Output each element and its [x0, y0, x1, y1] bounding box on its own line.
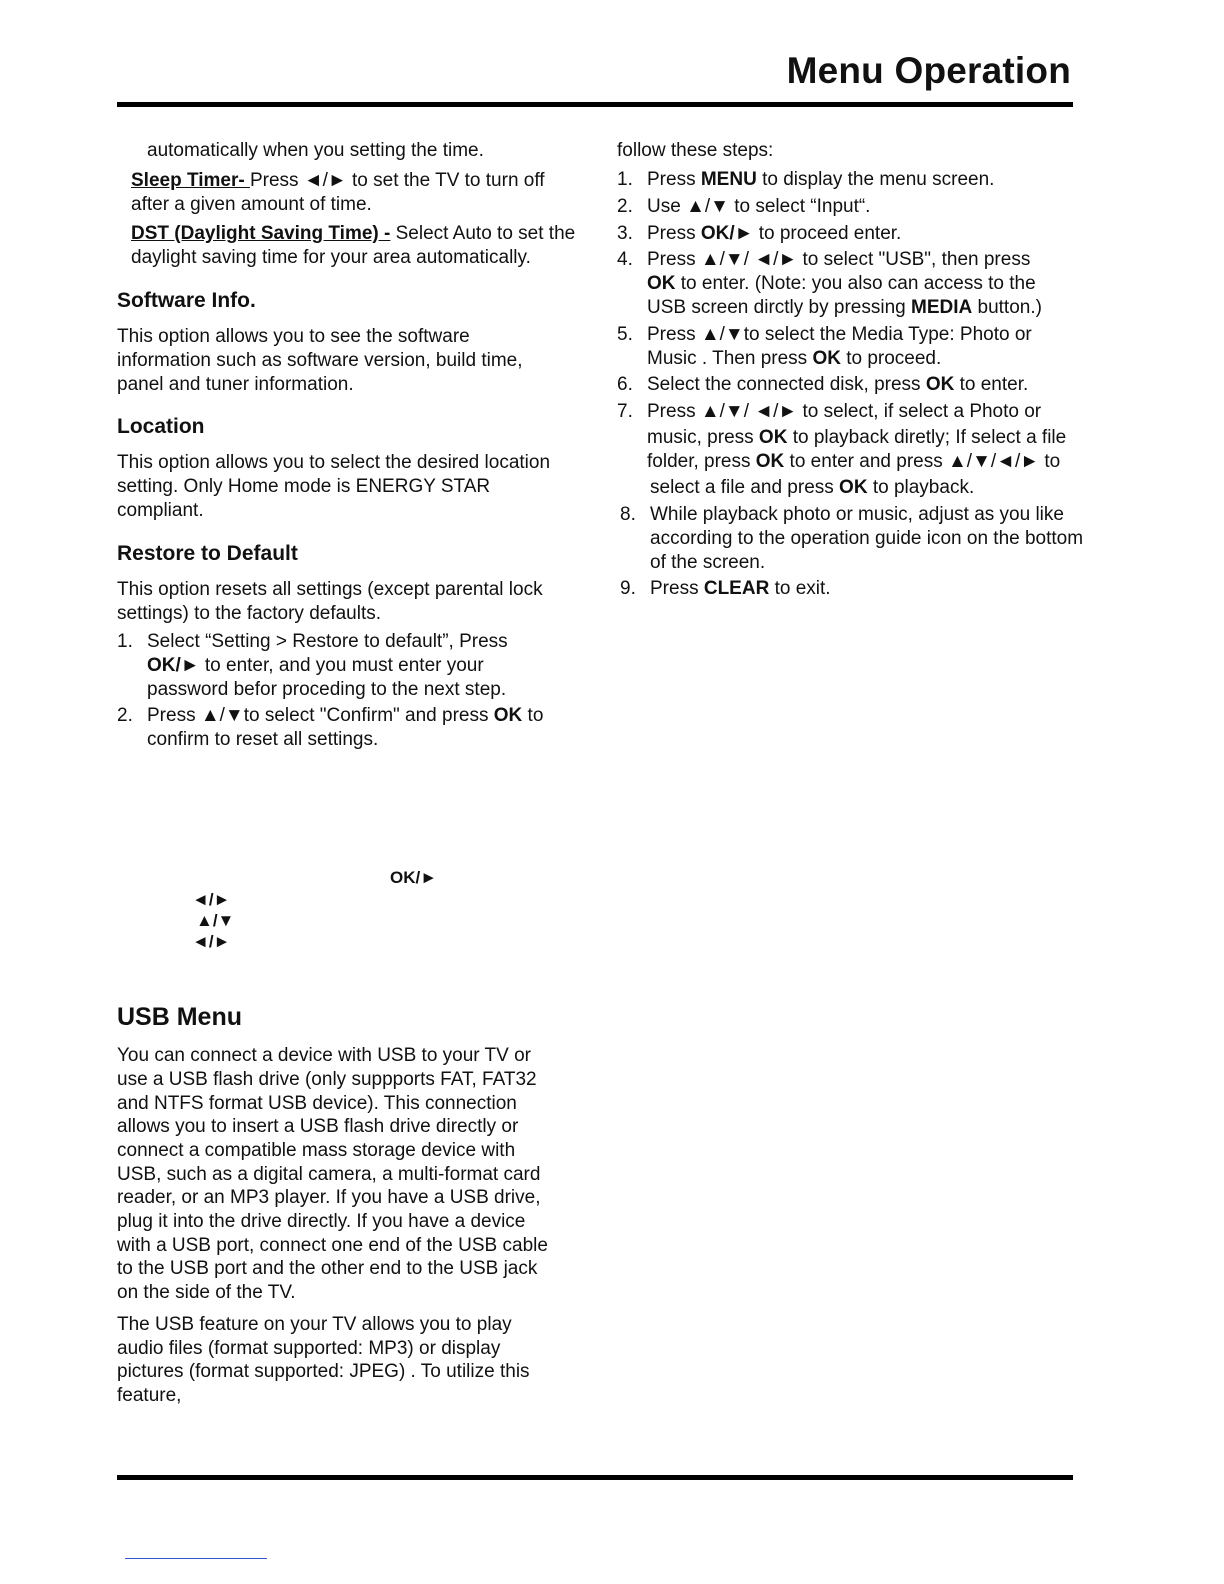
dst-label: DST (Daylight Saving Time) -: [131, 223, 391, 244]
dst-line-2: daylight saving time for your area automatically.: [131, 247, 531, 268]
usb-menu-heading: USB Menu: [117, 1003, 242, 1031]
restore-step-2-text: Press ▲/▼to select "Confirm" and press: [147, 705, 494, 726]
usb-step-number: 4.: [617, 249, 633, 270]
usb-step-3-text: Press: [647, 223, 701, 244]
ok-key-label: OK/►: [147, 655, 200, 676]
clear-key-label: CLEAR: [703, 578, 770, 599]
usb-step-9-text: Press: [650, 578, 704, 599]
ok-key-label: OK: [839, 477, 868, 498]
ok-key-label: OK: [758, 427, 788, 448]
ok-key-label: OK: [925, 374, 955, 395]
location-heading: Location: [117, 415, 205, 438]
page-title: Menu Operation: [786, 50, 1071, 91]
usb-step-1: [647, 168, 994, 192]
usb-step-4-line-1: Press ▲/▼/ ◄/► to select "USB", then press: [647, 249, 1031, 270]
usb-paragraph-1-line: to the USB port and the other end to the USB jack: [117, 1258, 538, 1279]
usb-step-7-line-2: [647, 426, 1066, 450]
usb-step-7-text-end: to playback diretly; If select a file: [787, 427, 1067, 448]
usb-steps-intro: follow these steps:: [617, 140, 774, 161]
usb-step-8-line-2: according to the operation guide icon on the bottom: [650, 528, 1084, 549]
ok-key-label: OK: [647, 273, 676, 294]
usb-paragraph-1-line: reader, or an MP3 player. If you have a USB drive,: [117, 1187, 541, 1208]
usb-paragraph-1-line: You can connect a device with USB to your TV or: [117, 1045, 532, 1066]
restore-step-1-text: to enter, and you must enter your: [199, 655, 484, 676]
usb-step-number: 6.: [617, 374, 633, 395]
usb-step-1-text-end: to display the menu screen.: [756, 169, 995, 190]
software-info-line-3: panel and tuner information.: [117, 374, 354, 395]
usb-step-3-text-end: to proceed enter.: [753, 223, 902, 244]
usb-step-5-line-2: [647, 347, 941, 371]
usb-step-4-text-end: button.): [972, 297, 1042, 318]
location-line-3: compliant.: [117, 500, 204, 521]
usb-paragraph-1-line: with a USB port, connect one end of the USB cable: [117, 1235, 548, 1256]
ok-key-label: OK/►: [700, 223, 754, 244]
usb-step-6-text-end: to enter.: [954, 374, 1029, 395]
usb-step-5-line-1: Press ▲/▼to select the Media Type: Photo or: [647, 324, 1032, 345]
usb-step-number: 2.: [617, 196, 633, 217]
usb-step-7-line-3: [647, 450, 1060, 474]
software-info-line-1: This option allows you to see the software: [117, 326, 470, 347]
usb-paragraph-1-line: on the side of the TV.: [117, 1282, 296, 1303]
usb-paragraph-1-line: allows you to insert a USB flash drive directly or: [117, 1116, 519, 1137]
restore-line-1: This option resets all settings (except parental lock: [117, 579, 543, 600]
dst-text: Select Auto to set the: [390, 223, 576, 244]
restore-step-1-line-2: [147, 654, 484, 678]
restore-step-number: 2.: [117, 705, 133, 726]
left-right-arrow-symbol: ◄/►: [192, 932, 231, 951]
usb-paragraph-1-line: and NTFS format USB device). This connection: [117, 1093, 517, 1114]
usb-step-number: 7.: [617, 401, 633, 422]
usb-step-8-line-3: of the screen.: [650, 552, 766, 573]
header-rule: [117, 102, 1073, 107]
usb-step-6: [647, 373, 1028, 397]
restore-step-2-line-2: confirm to reset all settings.: [147, 729, 379, 750]
restore-step-number: 1.: [117, 631, 133, 652]
ok-key-label: OK: [812, 348, 841, 369]
sleep-timer-label: Sleep Timer-: [131, 170, 250, 191]
usb-paragraph-1-line: USB, such as a digital camera, a multi-format card: [117, 1164, 541, 1185]
software-info-heading: Software Info.: [117, 289, 256, 312]
usb-paragraph-2-line: pictures (format supported: JPEG) . To utilize this: [117, 1361, 530, 1382]
usb-step-4-text: USB screen dirctly by pressing: [647, 297, 911, 318]
usb-paragraph-1-line: connect a compatible mass storage device with: [117, 1140, 516, 1161]
usb-paragraph-2-line: audio files (format supported: MP3) or display: [117, 1338, 501, 1359]
usb-step-number: 5.: [617, 324, 633, 345]
restore-step-1-line-1: Select “Setting > Restore to default”, Press: [147, 631, 508, 652]
usb-step-7-line-4: [650, 476, 974, 500]
restore-step-1-line-3: password befor proceding to the next step.: [147, 679, 507, 700]
left-right-arrow-symbol: ◄/►: [192, 890, 231, 909]
media-key-label: MEDIA: [911, 297, 973, 318]
usb-step-3: [647, 222, 901, 246]
usb-step-8-line-1: While playback photo or music, adjust as you like: [650, 504, 1064, 525]
menu-key-label: MENU: [700, 169, 757, 190]
ok-key-label: OK: [493, 705, 523, 726]
usb-step-7-text: folder, press: [647, 451, 756, 472]
footer-link-underline: [125, 1558, 267, 1559]
restore-step-2-text-end: to: [522, 705, 544, 726]
usb-step-9-text-end: to exit.: [769, 578, 831, 599]
usb-step-9: [650, 577, 831, 601]
footer-rule: [117, 1475, 1073, 1480]
sleep-timer-line-2: after a given amount of time.: [131, 194, 372, 215]
up-down-arrow-symbol: ▲/▼: [196, 911, 235, 930]
usb-step-number: 1.: [617, 169, 633, 190]
usb-step-1-text: Press: [647, 169, 701, 190]
usb-paragraph-1-line: use a USB flash drive (only suppports FAT, FAT32: [117, 1069, 537, 1090]
usb-step-7-text: select a file and press: [650, 477, 840, 498]
usb-step-4-text: to enter. (Note: you also can access to the: [675, 273, 1036, 294]
usb-paragraph-1-line: plug it into the drive directly. If you have a device: [117, 1211, 526, 1232]
usb-step-7-text-end: to enter and press ▲/▼/◄/► to: [784, 451, 1061, 472]
usb-step-number: 3.: [617, 223, 633, 244]
usb-step-number: 9.: [620, 578, 636, 599]
usb-paragraph-2-line: feature,: [117, 1385, 182, 1406]
restore-line-2: settings) to the factory defaults.: [117, 603, 382, 624]
time-setting-continuation: automatically when you setting the time.: [147, 140, 484, 161]
usb-step-7-text-end: to playback.: [867, 477, 975, 498]
ok-right-arrow-symbol: OK/►: [390, 868, 438, 887]
usb-step-number: 8.: [620, 504, 636, 525]
usb-step-2: Use ▲/▼ to select “Input“.: [647, 196, 871, 217]
software-info-line-2: information such as software version, build time,: [117, 350, 523, 371]
dst-line-1: [131, 222, 575, 246]
usb-step-4-line-2: [647, 272, 1036, 296]
usb-step-5-text: Music . Then press: [647, 348, 813, 369]
location-line-2: setting. Only Home mode is ENERGY STAR: [117, 476, 491, 497]
restore-step-2-line-1: [147, 704, 543, 728]
usb-step-7-text: music, press: [647, 427, 759, 448]
usb-paragraph-2-line: The USB feature on your TV allows you to play: [117, 1314, 512, 1335]
location-line-1: This option allows you to select the desired location: [117, 452, 551, 473]
usb-step-4-line-3: [647, 296, 1042, 320]
sleep-timer-text: Press ◄/► to set the TV to turn off: [249, 170, 545, 191]
restore-heading: Restore to Default: [117, 542, 298, 565]
usb-step-5-text-end: to proceed.: [840, 348, 942, 369]
ok-key-label: OK: [755, 451, 785, 472]
usb-step-6-text: Select the connected disk, press: [647, 374, 926, 395]
sleep-timer-line-1: [131, 169, 545, 193]
usb-step-7-line-1: Press ▲/▼/ ◄/► to select, if select a Photo or: [647, 401, 1042, 422]
